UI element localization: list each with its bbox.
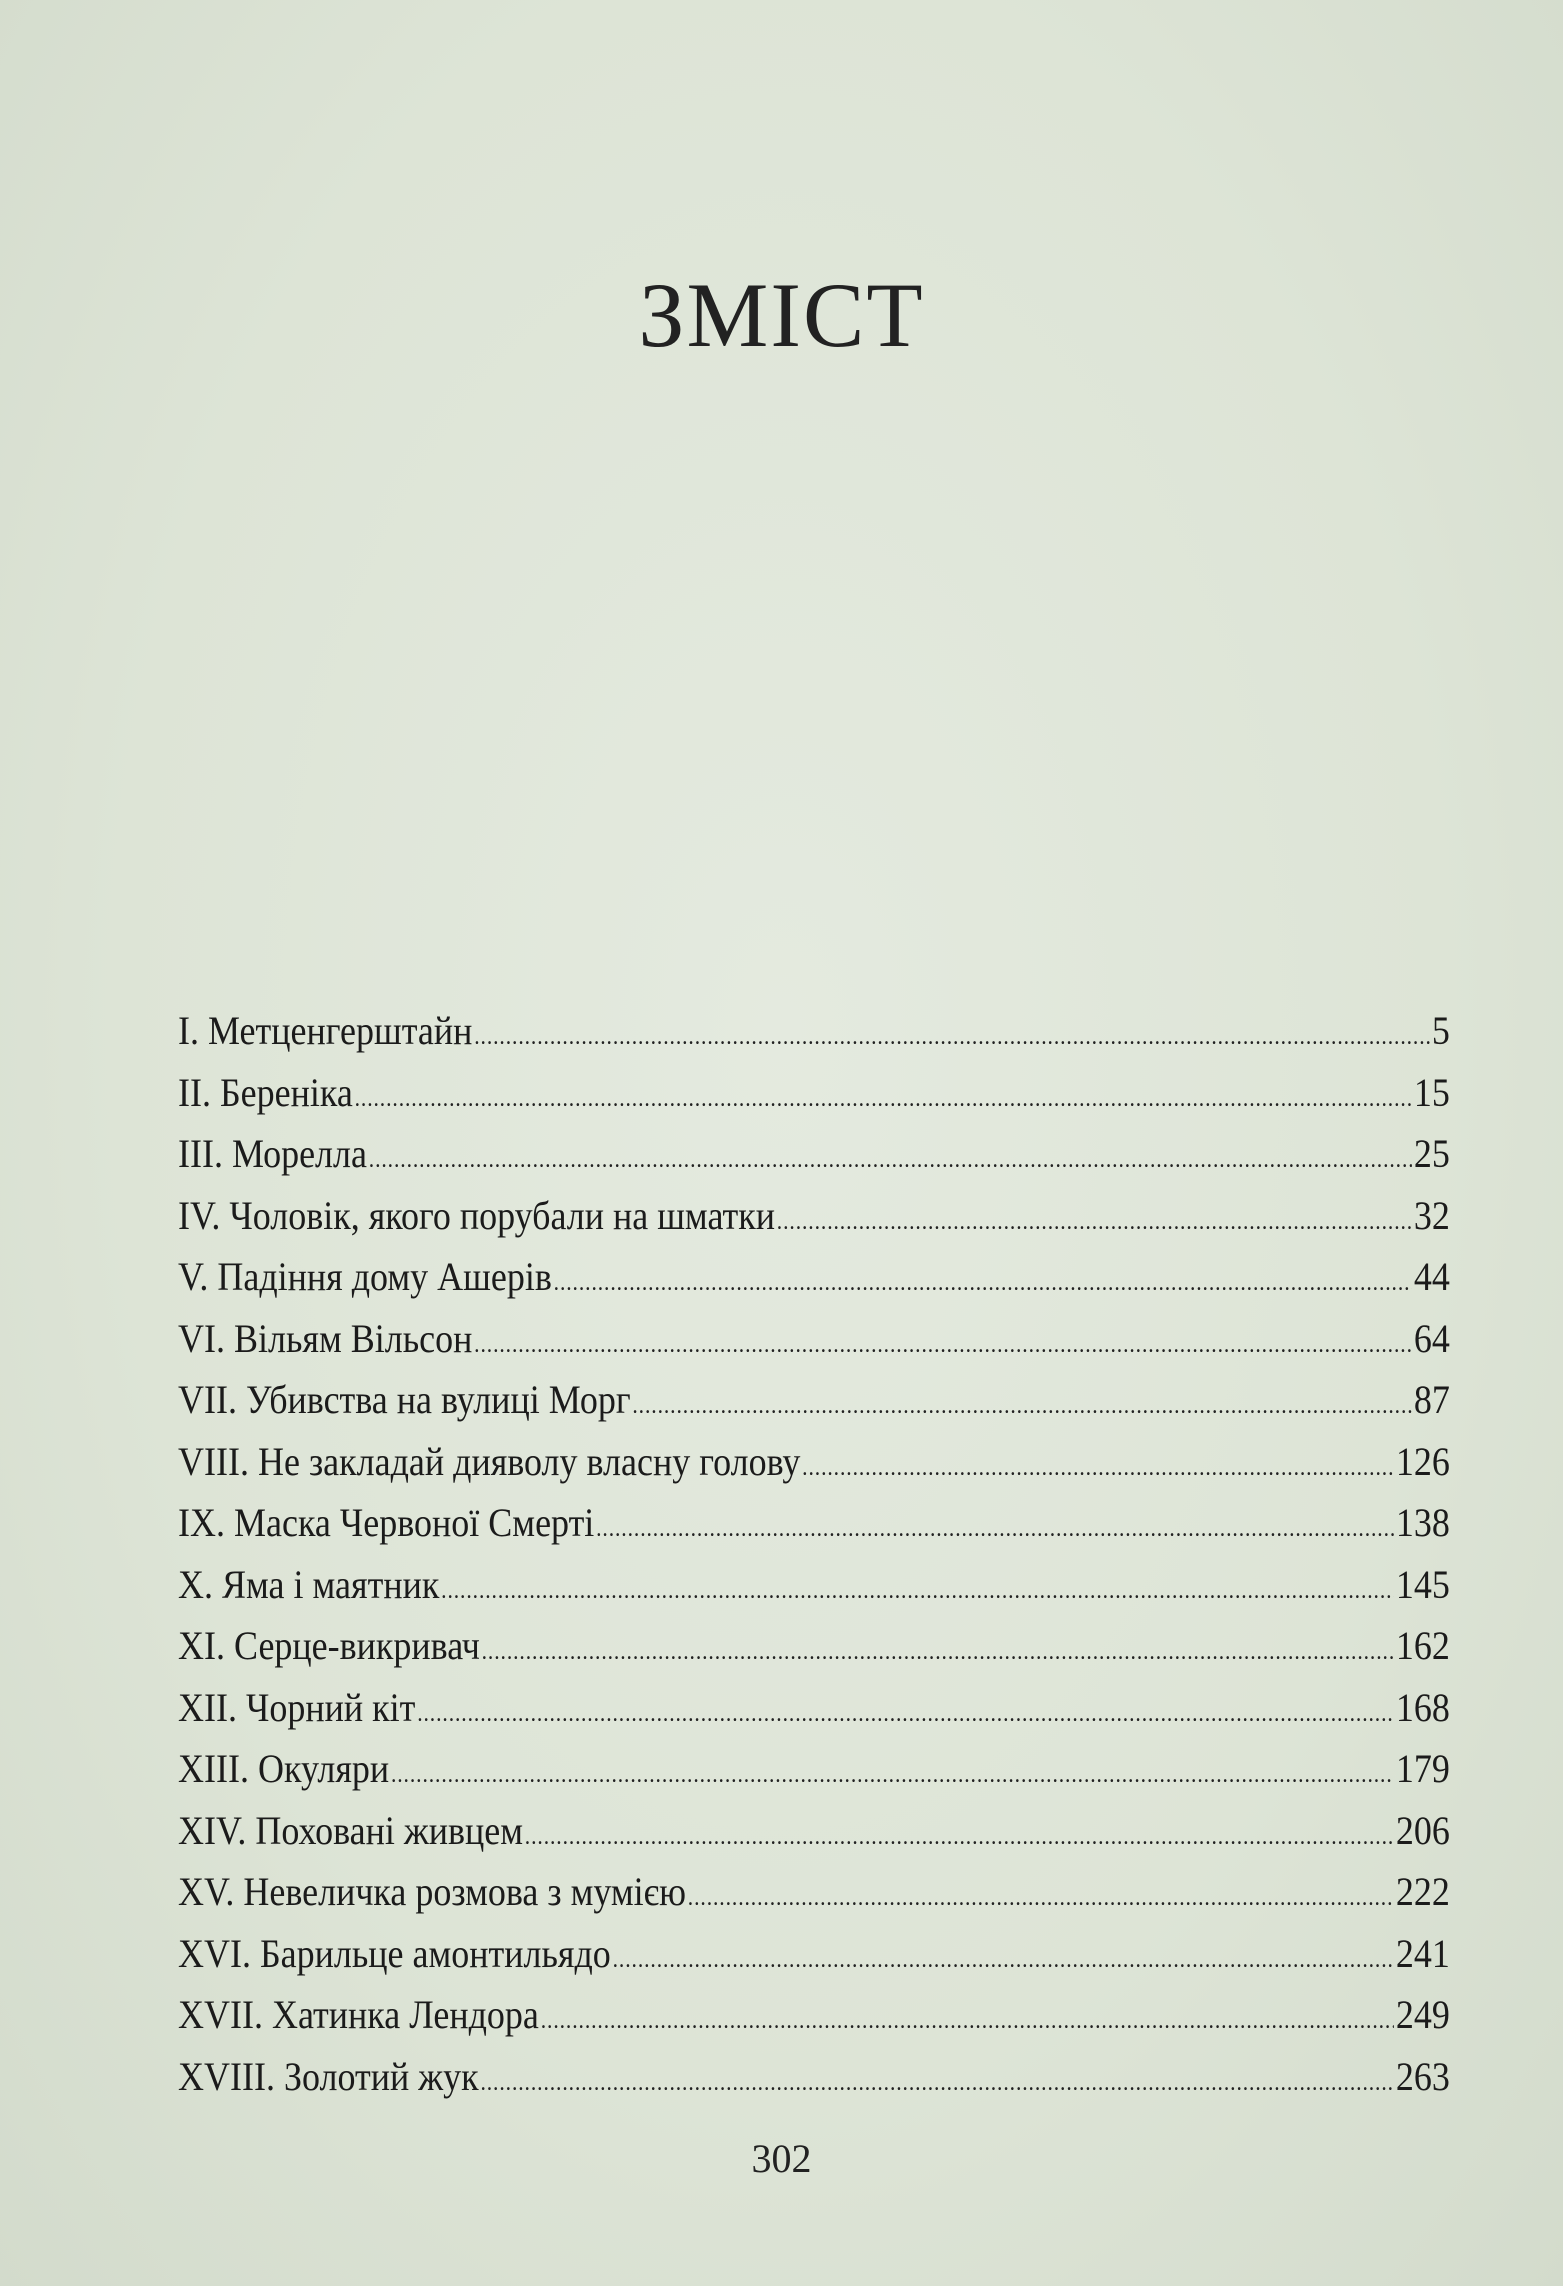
toc-entry-page: 241 xyxy=(1395,1930,1450,1976)
toc-entry xyxy=(178,1308,1450,1370)
toc-entry xyxy=(178,1677,1450,1739)
toc-entry-page: 206 xyxy=(1395,1807,1450,1853)
toc-entry xyxy=(178,1554,1450,1616)
table-of-contents xyxy=(178,1000,1450,2107)
toc-entry-page: 32 xyxy=(1413,1192,1450,1238)
toc-entry-page: 222 xyxy=(1395,1869,1450,1914)
toc-entry-title: V. Падіння дому Ашерів xyxy=(178,1254,552,1299)
dot-leader xyxy=(355,1069,1412,1131)
page-number: 302 xyxy=(751,2136,812,2181)
dot-leader xyxy=(391,1745,1394,1807)
toc-entry-title: IX. Маска Червоної Смерті xyxy=(178,1500,595,1545)
toc-entry xyxy=(178,1185,1450,1247)
toc-entry-page: 126 xyxy=(1395,1438,1450,1484)
toc-entry-page: 5 xyxy=(1431,1008,1450,1053)
page-title: ЗМІСТ xyxy=(638,264,925,366)
dot-leader xyxy=(802,1438,1394,1500)
toc-entry-page: 162 xyxy=(1395,1623,1450,1668)
toc-entry-title: X. Яма і маятник xyxy=(178,1561,440,1607)
toc-entry xyxy=(178,1000,1450,1062)
toc-entry xyxy=(178,1984,1450,2046)
toc-entry-title: III. Морелла xyxy=(178,1131,367,1176)
toc-entry-title: II. Береніка xyxy=(178,1069,353,1115)
toc-entry-page: 168 xyxy=(1395,1684,1450,1730)
dot-leader xyxy=(632,1376,1412,1438)
toc-entry xyxy=(178,1738,1450,1800)
toc-entry-title: XV. Невеличка розмова з мумією xyxy=(178,1869,687,1914)
toc-entry xyxy=(178,1369,1450,1431)
dot-leader xyxy=(525,1807,1394,1869)
toc-entry-page: 138 xyxy=(1395,1500,1450,1545)
toc-entry-page: 179 xyxy=(1395,1746,1450,1791)
toc-entry xyxy=(178,1492,1450,1554)
dot-leader xyxy=(441,1561,1394,1623)
toc-entry-title: XI. Серце-викривач xyxy=(178,1623,480,1668)
dot-leader xyxy=(554,1253,1412,1315)
toc-entry xyxy=(178,1923,1450,1985)
toc-entry xyxy=(178,2046,1450,2108)
toc-entry-page: 249 xyxy=(1395,1992,1450,2037)
toc-entry-page: 263 xyxy=(1395,2053,1450,2099)
toc-entry-title: IV. Чоловік, якого порубали на шматки xyxy=(178,1192,776,1238)
toc-entry-title: XIII. Окуляри xyxy=(178,1746,390,1791)
toc-entry-title: VIII. Не закладай дияволу власну голову xyxy=(178,1438,801,1484)
dot-leader xyxy=(417,1684,1394,1746)
dot-leader xyxy=(777,1192,1412,1254)
toc-entry-title: VII. Убивства на вулиці Морг xyxy=(178,1377,631,1422)
toc-entry xyxy=(178,1861,1450,1923)
dot-leader xyxy=(480,2053,1394,2115)
dot-leader xyxy=(541,1991,1394,2053)
toc-entry-title: XVII. Хатинка Лендора xyxy=(178,1992,539,2037)
toc-entry-page: 87 xyxy=(1413,1377,1450,1422)
toc-entry-page: 145 xyxy=(1395,1561,1450,1607)
toc-entry-title: VI. Вільям Вільсон xyxy=(178,1315,473,1361)
dot-leader xyxy=(688,1868,1394,1930)
toc-entry-page: 15 xyxy=(1413,1069,1450,1115)
toc-entry-page: 25 xyxy=(1413,1131,1450,1176)
toc-entry-title: XVI. Барильце амонтильядо xyxy=(178,1930,611,1976)
toc-entry-title: XIV. Поховані живцем xyxy=(178,1807,524,1853)
toc-entry xyxy=(178,1431,1450,1493)
toc-entry xyxy=(178,1615,1450,1677)
toc-entry xyxy=(178,1062,1450,1124)
toc-entry xyxy=(178,1800,1450,1862)
dot-leader xyxy=(474,1315,1412,1377)
toc-entry-page: 64 xyxy=(1413,1315,1450,1361)
toc-entry xyxy=(178,1123,1450,1185)
toc-entry-title: I. Метценгерштайн xyxy=(178,1008,473,1053)
toc-entry-page: 44 xyxy=(1413,1254,1450,1299)
dot-leader xyxy=(369,1130,1412,1192)
toc-entry xyxy=(178,1246,1450,1308)
toc-entry-title: XII. Чорний кіт xyxy=(178,1684,416,1730)
dot-leader xyxy=(482,1622,1394,1684)
dot-leader xyxy=(474,1007,1430,1069)
dot-leader xyxy=(596,1499,1394,1561)
dot-leader xyxy=(613,1930,1394,1992)
toc-entry-title: XVIII. Золотий жук xyxy=(178,2053,479,2099)
